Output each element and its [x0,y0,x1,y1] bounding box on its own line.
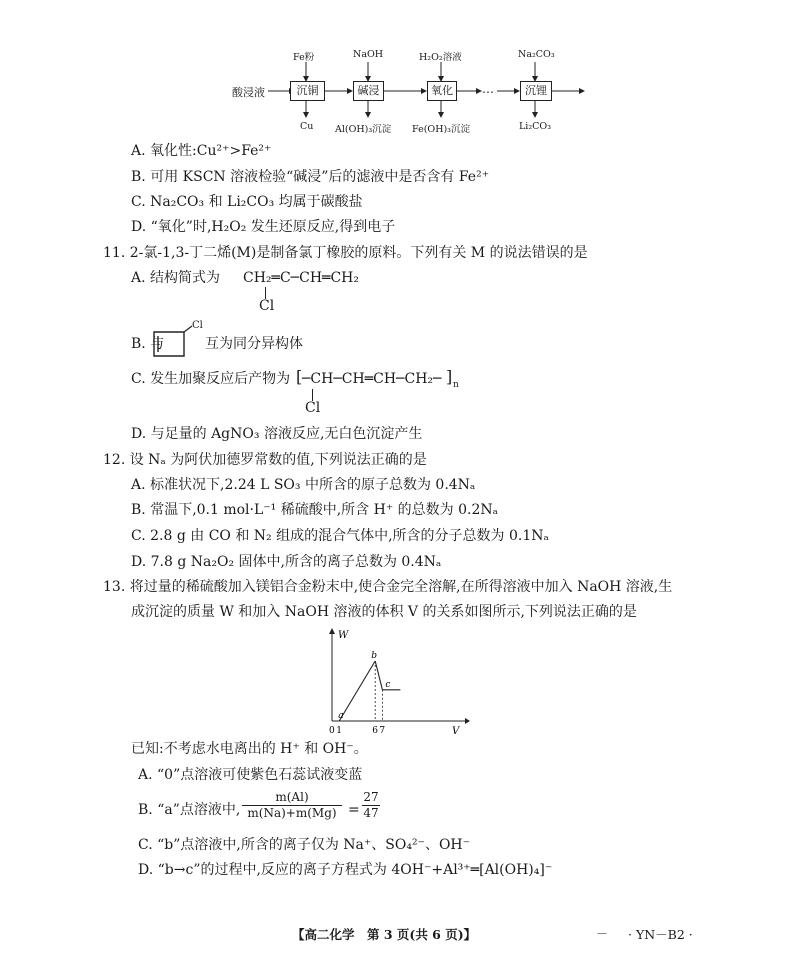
q11-option-d: D. 与足量的 AgNO₃ 溶液反应,无白色沉淀产生 [131,426,423,442]
q13-option-b-prefix: B. “a”点溶液中, [138,802,241,818]
page-footer: 【高二化学 第 3 页(共 6 页)】 [292,927,477,942]
q11-option-b-prefix: B. 与 [131,336,165,352]
x-axis-arrow [465,718,470,724]
q12-option-c: C. 2.8 g 由 CO 和 N₂ 组成的混合气体中,所含的分子总数为 0.1Nₐ [131,528,549,544]
q11-option-c-formula: ─CH─CH═CH─CH₂─ [302,371,442,387]
q11-option-a-cl: Cl [259,298,275,314]
flow-product-aloh3: Al(OH)₃沉淀 [335,124,392,135]
q13-option-b-denominator: m(Na)+m(Mg) [247,806,337,820]
q13-option-c: C. “b”点溶液中,所含的离子仅为 Na⁺、SO₄²⁻、OH⁻ [138,837,471,853]
q10-option-c: C. Na₂CO₃ 和 Li₂CO₃ 均属于碳酸盐 [131,194,363,210]
x-tick-label: 1 [336,726,342,736]
q12-option-b: B. 常温下,0.1 mol·L⁻¹ 稀硫酸中,所含 H⁺ 的总数为 0.2Nₐ [131,502,499,518]
flow-ellipsis: … [482,82,494,96]
flow-product-li2co3: Li₂CO₃ [519,121,552,132]
q13-option-b-fraction [242,790,342,820]
q11-option-a-formula: CH₂═C─CH═CH₂ [243,270,359,286]
flow-reagent-naoh: NaOH [353,49,384,60]
q11-option-b-suffix: 互为同分异构体 [205,336,303,352]
q13-stem-line2: 成沉淀的质量 W 和加入 NaOH 溶液的体积 V 的关系如图所示,下列说法正确的是 [131,604,637,620]
series-line-b-c [375,661,382,690]
x-tick-label: 0 [329,726,335,736]
flow-start-label: 酸浸液 [232,86,265,99]
flow-step-oxidation: 氧化 [427,81,457,101]
q13-option-b-value [362,790,380,820]
flow-product-feoh3: Fe(OH)₃沉淀 [412,124,470,135]
flow-reagent-na2co3: Na₂CO₃ [518,49,555,60]
footer-code: · YN－B2 · [628,927,693,942]
q13-option-b-value-den: 47 [363,806,379,820]
q11-option-c-cl: Cl [305,400,321,416]
q11-stem: 11. 2-氯-1,3-丁二烯(M)是制备氯丁橡胶的原料。下列有关 M 的说法错误的是 [103,245,588,261]
q12-option-d: D. 7.8 g Na₂O₂ 固体中,所含的离子总数为 0.4Nₐ [131,554,442,570]
flow-product-cu: Cu [300,121,314,132]
q10-option-d: D. “氧化”时,H₂O₂ 发生还原反应,得到电子 [131,219,396,235]
q13-option-d: D. “b→c”的过程中,反应的离子方程式为 4OH⁻+Al³⁺═[Al(OH)₄]⁻ [138,862,553,878]
point-label-a: a [338,711,344,721]
flow-step-copper-precipitation: 沉铜 [290,81,325,101]
q13-option-b-value-num: 27 [363,790,379,804]
series-line-a-b [339,661,375,721]
q11-option-c-bracket-left: [ [296,367,303,386]
flow-arrows [0,0,800,140]
q12-option-a: A. 标准状况下,2.24 L SO₃ 中所含的原子总数为 0.4Nₐ [131,477,476,493]
q13-stem-line1: 13. 将过量的稀硫酸加入镁铝合金粉末中,使合金完全溶解,在所得溶液中加入 NaOH 溶液,生 [103,579,673,595]
q11-option-c-bracket-right: ] [446,367,453,386]
flow-step-alkali-leach: 碱浸 [353,81,384,101]
q11-option-c-n: n [453,380,459,390]
x-tick-label: 6 [372,726,378,736]
y-axis-arrow [329,628,335,634]
q10-option-b: B. 可用 KSCN 溶液检验“碱浸”后的滤液中是否含有 Fe²⁺ [131,169,490,185]
q13-note: 已知:不考虑水电离出的 H⁺ 和 OH⁻。 [131,741,368,757]
q13-option-b-numerator: m(Al) [242,790,342,806]
flow-reagent-h2o2: H₂O₂溶液 [419,52,462,63]
q11-option-c-prefix: C. 发生加聚反应后产物为 [131,371,291,387]
precipitate-volume-chart [320,626,470,736]
q13-option-b-equals: = [348,802,360,818]
point-label-b: b [371,651,377,661]
flow-step-lithium-precipitation: 沉锂 [520,81,552,101]
flow-reagent-fe: Fe粉 [293,52,315,63]
x-axis-label: V [452,726,460,736]
q11-option-b-cl: Cl [192,320,203,331]
y-axis-label: W [338,630,349,641]
q10-option-a: A. 氧化性:Cu²⁺>Fe²⁺ [131,143,272,159]
q13-option-a: A. “0”点溶液可使紫色石蕊试液变蓝 [138,767,363,783]
footer-mark: － [596,927,609,941]
q12-stem: 12. 设 Nₐ 为阿伏加德罗常数的值,下列说法正确的是 [103,452,427,468]
point-label-c: c [385,679,391,690]
q11-option-a-prefix: A. 结构简式为 [131,270,221,286]
x-tick-label: 7 [379,726,386,736]
